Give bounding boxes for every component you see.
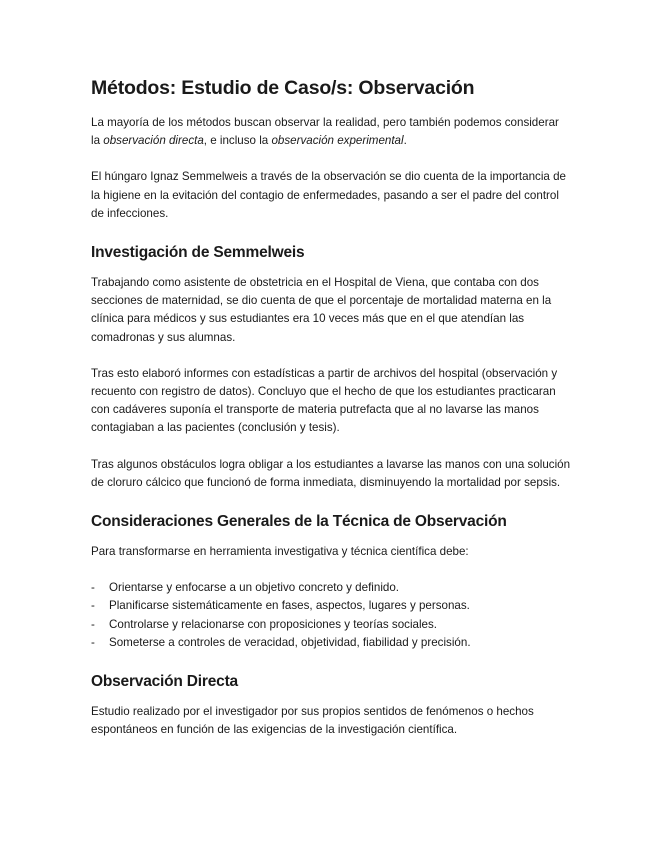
intro-paragraph-2: El húngaro Ignaz Semmelweis a través de la observación se dio cuenta de la importancia de la higiene en la evitación del contagio de enfermedades, pasando a ser el padre del control de infecciones. (91, 170, 566, 220)
list-item (91, 597, 571, 615)
consideraciones-list (91, 579, 571, 652)
document-page (91, 74, 571, 739)
observacion-directa-paragraph: Estudio realizado por el investigador por sus propios sentidos de fenómenos o hechos espontáneos en función de las exigencias de la investigación científica. (91, 705, 534, 737)
list-item (91, 579, 571, 597)
list-item-text: Controlarse y relacionarse con proposiciones y teorías sociales. (109, 617, 438, 631)
list-item (91, 634, 571, 652)
emphasis-observacion-directa: observación directa (103, 134, 204, 148)
list-bullet: - (91, 581, 95, 595)
semmelweis-paragraph-3: Tras algunos obstáculos logra obligar a los estudiantes a lavarse las manos con una solución de cloruro cálcico que funcionó de forma inmediata, disminuyendo la mortalidad por sepsis. (91, 457, 571, 489)
section-heading-semmelweis: Investigación de Semmelweis (91, 244, 305, 262)
intro-text-1: La mayoría de los métodos buscan observar la realidad, pero también podemos considerar la (91, 116, 559, 148)
semmelweis-paragraph-1: Trabajando como asistente de obstetricia en el Hospital de Viena, que contaba con dos secciones de maternidad, se dio cuenta de que el porcentaje de mortalidad materna en la clínica para médicos y sus estudiantes era 10 veces más que en el que atendían las comadronas y sus alumnas. (91, 276, 552, 344)
page-title: Métodos: Estudio de Caso/s: Observación (91, 77, 475, 99)
section-heading-observacion-directa: Observación Directa (91, 673, 238, 691)
list-bullet: - (91, 599, 95, 613)
section-heading-consideraciones: Consideraciones Generales de la Técnica de Observación (91, 513, 507, 531)
list-item (91, 616, 571, 634)
consideraciones-intro: Para transformarse en herramienta investigativa y técnica científica debe: (91, 545, 469, 559)
emphasis-observacion-experimental: observación experimental (271, 134, 404, 148)
intro-paragraph-1 (91, 114, 571, 150)
list-bullet: - (91, 635, 95, 649)
semmelweis-paragraph-2: Tras esto elaboró informes con estadísticas a partir de archivos del hospital (observación y recuento con registro de datos). Concluyo que el hecho de que los estudiantes practicaran con cadáveres suponía el transporte de materia putrefacta que al no lavarse las manos contagiaban a las pacientes (conclusión y tesis). (91, 366, 558, 435)
list-bullet: - (91, 617, 95, 631)
list-item-text: Someterse a controles de veracidad, objetividad, fiabilidad y precisión. (109, 635, 471, 649)
intro-text-3: . (403, 134, 407, 148)
list-item-text: Planificarse sistemáticamente en fases, aspectos, lugares y personas. (109, 599, 470, 613)
intro-text-2: , e incluso la (203, 134, 272, 148)
list-item-text: Orientarse y enfocarse a un objetivo concreto y definido. (109, 581, 400, 595)
